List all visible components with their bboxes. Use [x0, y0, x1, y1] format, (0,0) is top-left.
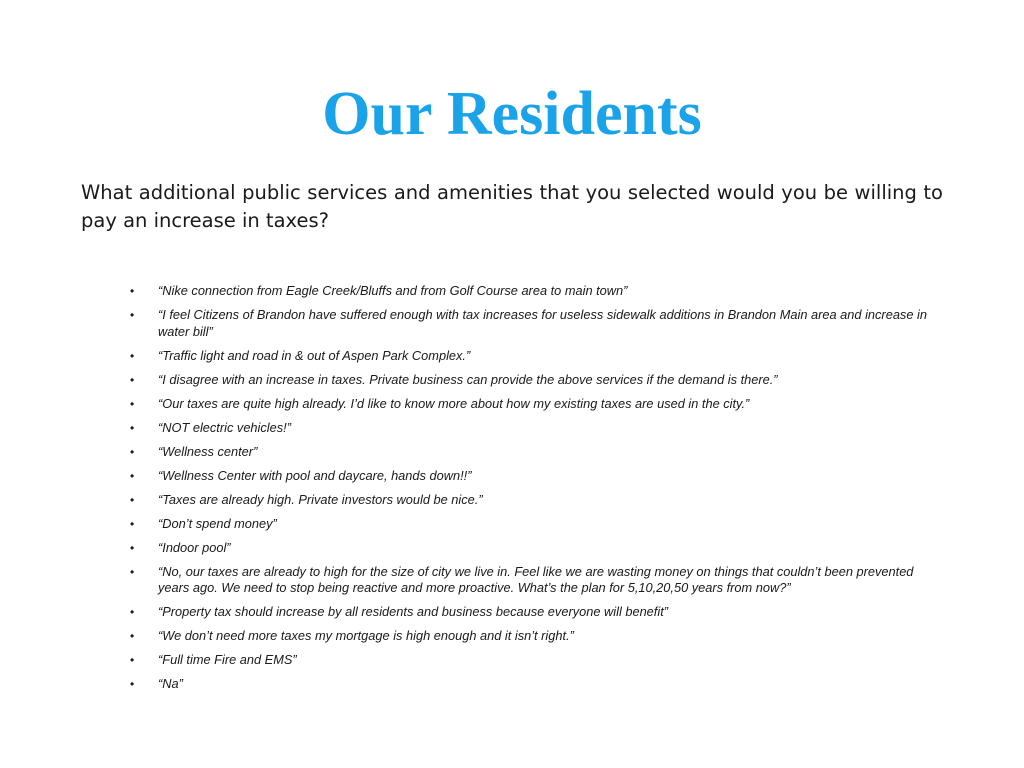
response-text: “Indoor pool”: [158, 539, 231, 555]
response-text: “Wellness center”: [158, 443, 258, 459]
response-text: “Traffic light and road in & out of Aspen Park Complex.”: [158, 347, 471, 363]
bullet-icon: •: [130, 444, 135, 459]
bullet-icon: •: [130, 653, 135, 667]
response-item: [0, 372, 944, 389]
bullet-icon: •: [130, 677, 135, 691]
response-text: “We don’t need more taxes my mortgage is high enough and it isn’t right.”: [158, 628, 574, 643]
slide-title: Our Residents: [322, 80, 702, 148]
response-text: “Full time Fire and EMS”: [158, 652, 297, 667]
bullet-icon: •: [130, 348, 135, 363]
response-item: [0, 676, 944, 693]
response-text: “Na”: [158, 676, 183, 691]
response-item: [0, 420, 944, 437]
bullet-icon: •: [130, 605, 135, 619]
response-item: [0, 652, 944, 669]
bullet-icon: •: [130, 540, 135, 555]
bullet-icon: •: [130, 492, 135, 507]
response-item: [0, 604, 944, 621]
response-item: [0, 468, 944, 485]
response-item: [0, 396, 944, 413]
bullet-icon: •: [130, 372, 135, 387]
response-text: “No, our taxes are already to high for the size of city we live in. Feel like we are wasting money on things that couldn’t been prevented years ago. We need to stop being reactive and more proactive. What’s the plan for 5,10,20,50 years from now?”: [158, 563, 914, 595]
response-text: “Property tax should increase by all residents and business because everyone will benefit”: [158, 604, 669, 619]
bullet-icon: •: [130, 516, 135, 531]
response-text: “Taxes are already high. Private investors would be nice.”: [158, 491, 483, 507]
response-text: “Don’t spend money”: [158, 515, 277, 531]
response-text: “Wellness Center with pool and daycare, hands down!!”: [158, 467, 472, 483]
bullet-icon: •: [130, 396, 135, 411]
response-item: [0, 307, 944, 340]
response-item: [0, 492, 944, 509]
bullet-icon: •: [130, 564, 135, 579]
survey-question: What additional public services and amenities that you selected would you be willing to pay an increase in taxes?: [81, 181, 943, 232]
response-item: [0, 564, 944, 597]
response-text: “Our taxes are quite high already. I’d like to know more about how my existing taxes are used in the city.”: [158, 395, 750, 411]
response-text: “Nike connection from Eagle Creek/Bluffs and from Golf Course area to main town”: [158, 283, 628, 298]
response-text: “I disagree with an increase in taxes. Private business can provide the above services if the demand is there.”: [158, 371, 778, 387]
bullet-icon: •: [130, 420, 135, 435]
response-text: “NOT electric vehicles!”: [158, 419, 291, 435]
bullet-icon: •: [130, 629, 135, 643]
response-item: [0, 348, 944, 365]
bullet-icon: •: [130, 468, 135, 483]
response-item: [0, 444, 944, 461]
response-item: [0, 283, 944, 300]
response-text: “I feel Citizens of Brandon have suffered enough with tax increases for useless sidewalk additions in Brandon Main area and increase in water bill”: [158, 307, 927, 339]
bullet-icon: •: [130, 284, 135, 298]
bullet-icon: •: [130, 308, 135, 322]
response-list: [0, 283, 1024, 700]
response-item: [0, 516, 944, 533]
response-item: [0, 540, 944, 557]
response-item: [0, 628, 944, 645]
